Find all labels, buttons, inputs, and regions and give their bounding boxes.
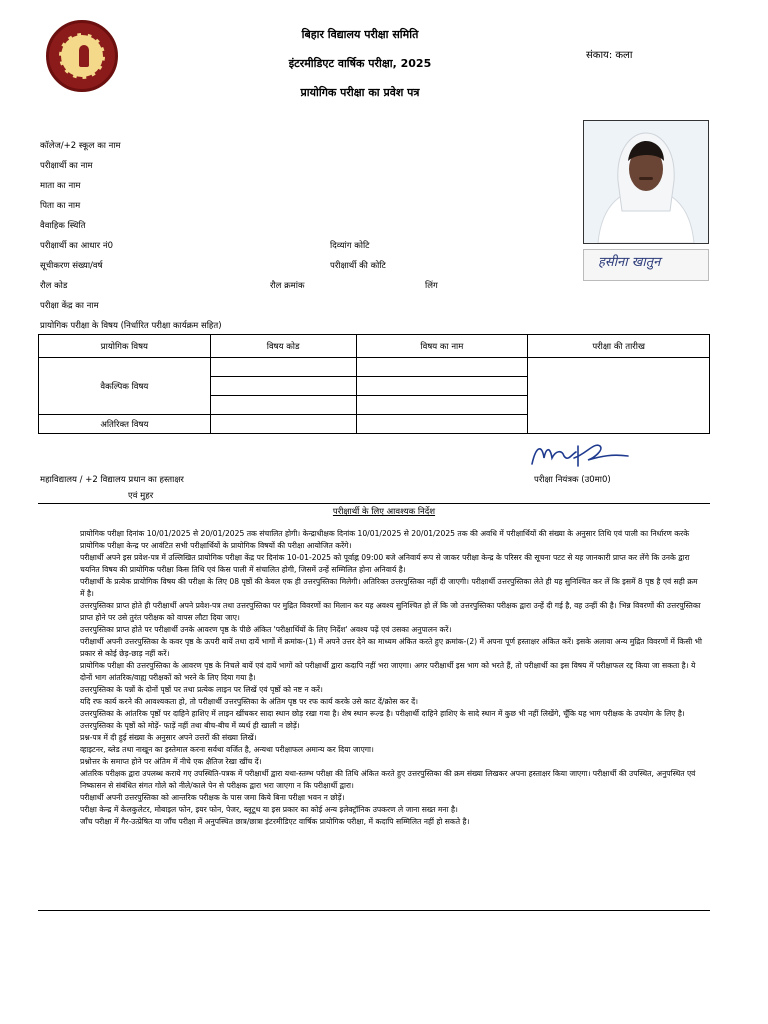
- student-signature-box: [583, 249, 709, 281]
- header-practical-subject: प्रायोगिक विषय: [39, 335, 211, 358]
- controller-label: परीक्षा नियंत्रक (उ0मा0): [534, 475, 611, 485]
- elective-subject-label: वैकल्पिक विषय: [39, 358, 211, 415]
- instruction-item: प्रश्न-पत्र में दी हुई संख्या के अनुसार अपने उत्तरों की संख्या लिखें।: [80, 733, 257, 742]
- divyang-label: दिव्यांग कोटि: [330, 241, 370, 251]
- faculty-label: संकाय: कला: [586, 50, 633, 61]
- photo-image: [584, 121, 708, 243]
- table-cell: [356, 377, 528, 396]
- principal-signature-label: महाविद्यालय / +2 विद्यालय प्रधान का हस्ताक्षर: [40, 475, 184, 485]
- category-label: परीक्षार्थी की कोटि: [330, 261, 386, 271]
- table-cell: [356, 396, 528, 415]
- logo-emblem: [59, 33, 105, 79]
- instruction-item: उत्तरपुस्तिका के पन्नों के दोनों पृष्ठों पर तथा प्रत्येक लाइन पर लिखें एवं पृष्ठों को नष्ट न करें।: [80, 685, 323, 694]
- instruction-item: प्रायोगिक परीक्षा दिनांक 10/01/2025 से 20/01/2025 तक संचालित होगी। केन्द्राधीक्षक दिनांक 10/01/2025 से 20/01/2025 तक की अवधि में परीक्षार्थियों की संख्या के अनुसार तिथि एवं पाली का निर्धारण करके प्रायोगिक परीक्षा केन्द्र पर आवंटित सभी परीक्षार्थियों के प्रायोगिक विषयों की परीक्षा आयोजित करेंगे।: [80, 529, 690, 550]
- table-cell: [210, 415, 356, 434]
- subjects-table: [38, 334, 710, 434]
- instructions-list: [80, 528, 702, 828]
- roll-number-label: रौल क्रमांक: [270, 281, 305, 291]
- table-cell: [210, 396, 356, 415]
- father-name-label: पिता का नाम: [40, 201, 81, 211]
- additional-subject-label: अतिरिक्त विषय: [39, 415, 211, 434]
- header-exam-date: परीक्षा की तारीख: [528, 335, 710, 358]
- header-subject-name: विषय का नाम: [356, 335, 528, 358]
- table-cell: [210, 377, 356, 396]
- table-row: [39, 358, 710, 377]
- table-cell: [356, 415, 528, 434]
- divider-bottom: [38, 910, 710, 911]
- centre-label: परीक्षा केंद्र का नाम: [40, 301, 99, 311]
- instruction-item: परीक्षार्थी अपनी उत्तरपुस्तिका के कवर पृष्ठ के ऊपरी बायें तथा दायें भागों में क्रमांक-(1) में अपने उत्तर देने का माध्यम अंकित करते हुए क्रमांक-(2) में अपना पूर्ण हस्ताक्षर अंकित करें। इसके अलावा अन्य मुद्रित विवरणों में किसी भी प्रकार से कोई छेड़-छाड़ नहीं करें।: [80, 637, 702, 658]
- controller-signature: [528, 436, 632, 470]
- table-cell: [356, 358, 528, 377]
- instruction-item: व्हाइटनर, ब्लेड तथा नाखून का इस्तेमाल करना सर्वथा वर्जित है, अन्यथा परीक्षाफल अमान्य कर दिया जाएगा।: [80, 745, 374, 754]
- board-name: बिहार विद्यालय परीक्षा समिति: [301, 28, 419, 41]
- table-cell: [210, 358, 356, 377]
- instruction-item: प्रायोगिक परीक्षा की उत्तरपुस्तिका के आवरण पृष्ठ के निचले बायें एवं दायें भागों को परीक्षार्थी द्वारा कदापि नहीं भरा जाएगा। अगर परीक्षार्थी इस भाग को भरते हैं, तो परीक्षार्थी का इस विषय में परीक्षाफल रद्द किया जा सकता है। ये दोनों भाग आंतरिक/वाह्य परीक्षकों को भरने के लिए दिया गया है।: [80, 661, 696, 682]
- instructions-title: परीक्षार्थी के लिए आवश्यक निर्देश: [332, 507, 436, 517]
- instruction-item: परीक्षार्थी अपनी उत्तरपुस्तिका को आन्तरिक परीक्षक के पास जमा किये बिना परीक्षा भवन न छोड़ें।: [80, 793, 345, 802]
- board-logo: [46, 20, 118, 92]
- marital-status-label: वैवाहिक स्थिति: [40, 221, 86, 231]
- instruction-item: यदि रफ कार्य करने की आवश्यकता हो, तो परीक्षार्थी उत्तरपुस्तिका के अंतिम पृष्ठ पर रफ कार्य करके उसे काट दें/क्रोस कर दें।: [80, 697, 419, 706]
- instruction-item: परीक्षार्थी के प्रत्येक प्रायोगिक विषय की परीक्षा के लिए 08 पृष्ठों की केवल एक ही उत्तरपुस्तिका मिलेगी। अतिरिक्त उत्तरपुस्तिका नहीं दी जाएगी। परीक्षार्थी उत्तरपुस्तिका लेते ही यह सुनिश्चित कर लें कि इसमें 8 पृष्ठ है एवं सही क्रम में है।: [80, 577, 698, 598]
- instruction-item: उत्तरपुस्तिका के आंतरिक पृष्ठों पर दाहिने हाशिए में लाइन खींचकर सादा स्थान छोड़ रखा गया है। शेष स्थान रूल्ड है। परीक्षार्थी दाहिने हाशिए के सादे स्थान में कुछ भी नहीं लिखेंगे, चूँकि यह भाग परीक्षक के उपयोग के लिए है।: [80, 709, 685, 718]
- instruction-item: उत्तरपुस्तिका के पृष्ठों को मोड़ें- फाड़ें नहीं तथा बीच-बीच में व्यर्थ ही खाली न छोड़ें।: [80, 721, 300, 730]
- instruction-item: उत्तरपुस्तिका प्राप्त होते पर परीक्षार्थी उनके आवरण पृष्ठ के पीछे अंकित 'परीक्षार्थियों के लिए निर्देश' अवश्य पढ़ें एवं उसका अनुपालन करें।: [80, 625, 452, 634]
- instruction-item: उत्तरपुस्तिका प्राप्त होते ही परीक्षार्थी अपने प्रवेश-पत्र तथा उत्तरपुस्तिका पर मुद्रित विवरणों का मिलान कर यह अवश्य सुनिश्चित हो लें कि जो उत्तरपुस्तिका परीक्षक द्वारा उन्हें दी गई है, वह उन्हीं की है। भिन्न विवरणों की उत्तरपुस्तिका प्राप्त होने पर उसे तुरंत परीक्षक को वापस लौटा दिया जाए।: [80, 601, 701, 622]
- divider-top: [38, 503, 710, 504]
- student-photo: [583, 120, 709, 244]
- college-label: कॉलेज/+2 स्कूल का नाम: [40, 141, 121, 151]
- mother-name-label: माता का नाम: [40, 181, 81, 191]
- exam-name: इंटरमीडिएट वार्षिक परीक्षा, 2025: [288, 57, 432, 70]
- gender-label: लिंग: [425, 281, 438, 291]
- principal-seal-label: एवं मुहर: [128, 491, 154, 501]
- table-cell-date: [528, 358, 710, 434]
- student-name-label: परीक्षार्थी का नाम: [40, 161, 93, 171]
- student-signature: हसीना खातुन: [598, 255, 661, 270]
- aadhar-label: परीक्षार्थी का आधार नं0: [40, 241, 113, 251]
- instruction-item: प्रश्नोत्तर के समाप्त होने पर अंतिम में नीचे एक क्षैतिज रेखा खींच दें।: [80, 757, 262, 766]
- registration-label: सूचीकरण संख्या/वर्ष: [40, 261, 103, 271]
- roll-code-label: रौल कोड: [40, 281, 68, 291]
- instruction-item: जाँच परीक्षा में गैर-उत्प्रेषित या जाँच परीक्षा में अनुपस्थित छात्र/छात्रा इंटरमीडिएट वार्षिक प्रायोगिक परीक्षा, में कदापि सम्मिलित नहीं हो सकते है।: [80, 817, 470, 826]
- header-subject-code: विषय कोड: [210, 335, 356, 358]
- table-header-row: [39, 335, 710, 358]
- instruction-item: परीक्षार्थी अपने इस प्रवेश-पत्र में उल्लिखित प्रायोगिक परीक्षा केंद्र पर दिनांक 10-01-2025 को पूर्वाह्न 09:00 बजे अनिवार्य रूप से जाकर परीक्षा केन्द्र के परिसर की सूचना पटट से यह जानकारी प्राप्त कर लेंगे कि उनके द्वारा चयनित विषय की प्रायोगिक परीक्षा किस तिथि एवं किस पाली में संचालित होगी, जिसमें उन्हें सम्मिलित होना अनिवार्य है।: [80, 553, 690, 574]
- instruction-item: आंतरिक परीक्षक द्वारा उपलब्ध कराये गए उपस्थिति-पत्रक में परीक्षार्थी द्वारा यथा-स्तम्भ परीक्षा की तिथि अंकित करते हुए उत्तरपुस्तिका की क्रम संख्या लिखकर अपना हस्ताक्षर किया जाएगा। परीक्षार्थी की उपस्थित, अनुपस्थित एवं निष्कासन से संबंधित संगत गोले को नीले/काले पेन से परीक्षक द्वारा भरा जाएगा न कि परीक्षार्थी द्वारा।: [80, 769, 696, 790]
- subjects-heading: प्रायोगिक परीक्षा के विषय (निर्धारित परीक्षा कार्यक्रम सहित): [40, 321, 222, 331]
- instruction-item: परीक्षा केन्द्र में केलकुलेटर, मोबाइल फोन, इयर फोन, पेजर, ब्लूटूथ या इस प्रकार का कोई अन्य इलेक्ट्रॉनिक उपकरण ले जाना सख्त मना है।: [80, 805, 458, 814]
- card-title: प्रायोगिक परीक्षा का प्रवेश पत्र: [300, 86, 420, 99]
